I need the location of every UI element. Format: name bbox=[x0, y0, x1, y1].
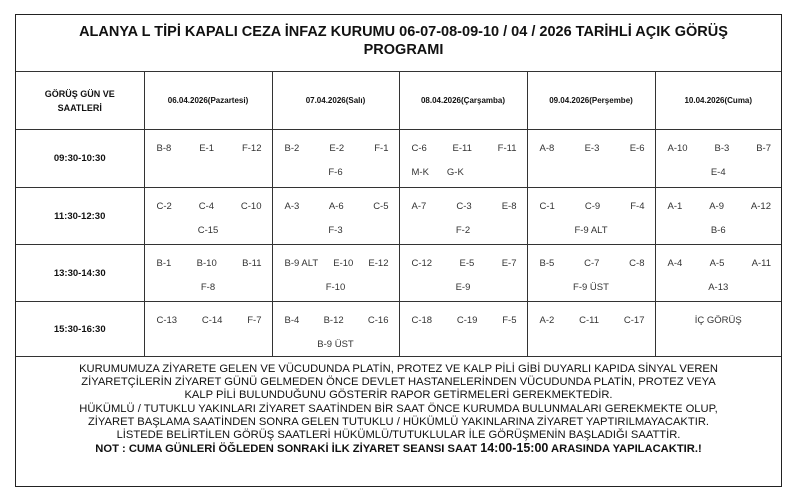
ward-cell bbox=[272, 188, 399, 245]
ward-label: F-6 bbox=[328, 167, 343, 178]
ward-label: A-4 bbox=[667, 258, 683, 269]
ward-label: B-2 bbox=[284, 143, 300, 154]
ward-list-top bbox=[273, 188, 399, 215]
note-line-5: ZİYARET BAŞLAMA SAATİNDEN SONRA GELEN TUTUKLU / HÜKÜMLÜ YAKINLARINA ZİYARET YAPTIRILMAYACAKTIR. bbox=[87, 415, 710, 428]
header-day-5: 10.04.2026(Cuma) bbox=[655, 72, 781, 130]
ward-label: E-9 bbox=[455, 282, 471, 293]
ward-cell bbox=[144, 302, 272, 357]
title-line-1: ALANYA L TİPİ KAPALI CEZA İNFAZ KURUMU 06-07-08-09-10 / 04 / 2026 TARİHLİ AÇIK GÖRÜŞ bbox=[79, 24, 728, 40]
ward-label: B-10 bbox=[196, 258, 217, 269]
ward-cell bbox=[399, 130, 527, 188]
ward-list-top bbox=[528, 302, 655, 329]
ward-label: B-9 ÜST bbox=[317, 339, 354, 350]
ward-label: E-12 bbox=[368, 258, 389, 269]
ward-label: A-3 bbox=[284, 201, 300, 212]
ward-label: E-1 bbox=[199, 143, 215, 154]
ward-label: F-2 bbox=[455, 225, 471, 236]
ward-list-top bbox=[145, 245, 272, 272]
time-slot: 11:30-12:30 bbox=[16, 188, 144, 245]
header-row bbox=[16, 72, 781, 130]
ward-label: A-13 bbox=[708, 282, 729, 293]
ward-list-bottom bbox=[528, 215, 655, 237]
ward-list-top bbox=[400, 130, 527, 157]
ward-label: F-9 ALT bbox=[574, 225, 608, 236]
ward-cell bbox=[399, 245, 527, 302]
note-line-4: HÜKÜMLÜ / TUTUKLU YAKINLARI ZİYARET SAATİNDEN BİR SAAT ÖNCE KURUMDA BULUNMALARI GEREKMEKTE OLUP, bbox=[79, 402, 718, 415]
ward-label: A-2 bbox=[539, 315, 555, 326]
ward-label: C-15 bbox=[197, 225, 219, 236]
ward-label: A-11 bbox=[751, 258, 771, 269]
ward-label: A-6 bbox=[328, 201, 344, 212]
ward-list-bottom bbox=[400, 272, 527, 294]
ward-list-top bbox=[528, 245, 655, 272]
header-first-line-1: GÖRÜŞ GÜN VE bbox=[44, 88, 115, 99]
ward-list-bottom bbox=[273, 272, 399, 294]
ward-label: B-6 bbox=[710, 225, 726, 236]
ward-label: C-3 bbox=[456, 201, 472, 212]
header-day-time bbox=[16, 72, 144, 130]
title-line-2: PROGRAMI bbox=[363, 42, 444, 58]
ward-cell bbox=[527, 302, 655, 357]
ward-list-top bbox=[400, 245, 527, 272]
ward-label: E-7 bbox=[501, 258, 517, 269]
ward-label: C-5 bbox=[373, 201, 389, 212]
ward-list-bottom bbox=[400, 329, 527, 351]
ward-label: B-5 bbox=[539, 258, 555, 269]
ward-label: C-10 bbox=[240, 201, 262, 212]
schedule-row bbox=[16, 245, 781, 302]
ward-list-bottom bbox=[145, 329, 272, 351]
ward-label: E-2 bbox=[329, 143, 345, 154]
ward-label: F-11 bbox=[497, 143, 517, 154]
ward-cell bbox=[655, 302, 781, 357]
notes-section bbox=[16, 356, 781, 486]
ward-label: C-14 bbox=[201, 315, 223, 326]
ward-label: E-3 bbox=[584, 143, 600, 154]
ward-label: E-6 bbox=[629, 143, 645, 154]
ward-cell bbox=[272, 130, 399, 188]
time-slot: 13:30-14:30 bbox=[16, 245, 144, 302]
ward-list-top bbox=[528, 188, 655, 215]
header-day-2: 07.04.2026(Salı) bbox=[272, 72, 399, 130]
ward-label: C-2 bbox=[156, 201, 172, 212]
note-line-3: KALP PİLİ BULUNDUĞUNU GÖSTERİR RAPOR GETİRMELERİ GEREKMEKTEDİR. bbox=[184, 389, 613, 402]
ward-label: C-9 bbox=[584, 201, 601, 212]
ward-label: A-9 bbox=[709, 201, 724, 212]
ward-label: B-9 ALT bbox=[284, 258, 319, 269]
ward-list-top bbox=[145, 302, 272, 329]
ward-label: C-13 bbox=[156, 315, 178, 326]
ward-label: E-8 bbox=[501, 201, 517, 212]
ward-label: C-1 bbox=[539, 201, 555, 212]
ward-label: C-18 bbox=[411, 315, 433, 326]
ward-label: B-4 bbox=[284, 315, 300, 326]
visit-schedule-table bbox=[16, 72, 781, 357]
ward-label: G-K bbox=[446, 167, 464, 178]
ward-label: İÇ GÖRÜŞ bbox=[694, 315, 742, 326]
ward-label: C-19 bbox=[456, 315, 478, 326]
note-line-2: ZİYARETÇİLERİN ZİYARET GÜNÜ GELMEDEN ÖNCE DEVLET HASTANELERİNDEN VÜCUDUNDA PLATİN, PROTEZ VEYA bbox=[81, 376, 716, 389]
ward-label: E-4 bbox=[710, 167, 726, 178]
ward-list-bottom bbox=[145, 215, 272, 237]
ward-cell bbox=[527, 245, 655, 302]
schedule-row bbox=[16, 130, 781, 188]
header-day-1: 06.04.2026(Pazartesi) bbox=[144, 72, 272, 130]
ward-cell bbox=[272, 302, 399, 357]
ward-list-top bbox=[273, 245, 399, 272]
ward-label: C-12 bbox=[411, 258, 433, 269]
ward-label: A-10 bbox=[667, 143, 688, 154]
ward-list-top bbox=[273, 130, 399, 157]
ward-cell bbox=[399, 188, 527, 245]
ward-list-top bbox=[145, 130, 272, 157]
ward-list-bottom bbox=[656, 215, 782, 237]
header-day-3: 08.04.2026(Çarşamba) bbox=[399, 72, 527, 130]
ward-cell bbox=[655, 245, 781, 302]
ward-cell bbox=[655, 130, 781, 188]
ward-list-top bbox=[656, 130, 782, 157]
ward-label: A-8 bbox=[539, 143, 555, 154]
time-slot: 09:30-10:30 bbox=[16, 130, 144, 188]
ward-label: C-8 bbox=[629, 258, 645, 269]
ward-label: A-5 bbox=[709, 258, 725, 269]
ward-list-bottom bbox=[145, 157, 272, 179]
ward-label: C-11 bbox=[579, 315, 600, 326]
ward-cell bbox=[144, 188, 272, 245]
friday-note-time: 14:00-15:00 bbox=[480, 441, 549, 456]
ward-label: A-12 bbox=[750, 201, 771, 212]
ward-label: F-5 bbox=[502, 315, 517, 326]
ward-cell bbox=[527, 188, 655, 245]
ward-label: E-10 bbox=[333, 258, 354, 269]
ward-label: C-4 bbox=[198, 201, 215, 212]
ward-cell bbox=[527, 130, 655, 188]
ward-label: F-9 ÜST bbox=[573, 282, 609, 293]
ward-label: C-6 bbox=[411, 143, 427, 154]
ward-list-bottom bbox=[145, 272, 272, 294]
ward-label: B-8 bbox=[156, 143, 172, 154]
ward-list-top bbox=[656, 188, 782, 215]
ward-label: B-12 bbox=[323, 315, 344, 326]
ward-list-top bbox=[400, 188, 527, 215]
document-title bbox=[16, 15, 781, 72]
header-first-line-2: SAATLERİ bbox=[57, 102, 102, 113]
ward-list-bottom bbox=[528, 157, 655, 179]
ward-list-bottom bbox=[400, 215, 527, 237]
note-line-6: LİSTEDE BELİRTİLEN GÖRÜŞ SAATLERİ HÜKÜMLÜ/TUTUKLULAR İLE GÖRÜŞMENİN BAŞLADIĞI SAATTİR. bbox=[116, 429, 681, 442]
ward-label: A-1 bbox=[667, 201, 683, 212]
friday-note bbox=[16, 442, 781, 456]
schedule-row bbox=[16, 302, 781, 357]
ward-cell bbox=[655, 188, 781, 245]
ward-list-bottom bbox=[528, 272, 655, 294]
friday-note-suffix: ARASINDA YAPILACAKTIR.! bbox=[548, 443, 702, 456]
ward-cell bbox=[144, 245, 272, 302]
ward-label: F-7 bbox=[247, 315, 262, 326]
note-line-1: KURUMUMUZA ZİYARETE GELEN VE VÜCUDUNDA PLATİN, PROTEZ VE KALP PİLİ GİBİ DUYARLI KAPIDA SİNYAL VEREN bbox=[79, 363, 718, 375]
ward-list-top bbox=[528, 130, 655, 157]
ward-list-bottom bbox=[528, 329, 655, 351]
ward-label: A-7 bbox=[411, 201, 427, 212]
ward-label: B-1 bbox=[156, 258, 172, 269]
ward-label: E-11 bbox=[452, 143, 472, 154]
ward-label: F-1 bbox=[374, 143, 389, 154]
ward-list-bottom bbox=[273, 215, 399, 237]
ward-list-top bbox=[145, 188, 272, 215]
ward-list-bottom bbox=[656, 272, 782, 294]
ward-label: C-16 bbox=[367, 315, 389, 326]
header-day-4: 09.04.2026(Perşembe) bbox=[527, 72, 655, 130]
ward-list-bottom bbox=[400, 157, 527, 179]
ward-label: C-7 bbox=[584, 258, 600, 269]
time-slot: 15:30-16:30 bbox=[16, 302, 144, 357]
ward-label: B-7 bbox=[756, 143, 771, 154]
ward-list-bottom bbox=[273, 329, 399, 351]
ward-label: E-5 bbox=[459, 258, 475, 269]
ward-cell bbox=[399, 302, 527, 357]
schedule-document bbox=[15, 14, 782, 487]
ward-label: C-17 bbox=[623, 315, 645, 326]
ward-list-top bbox=[656, 245, 782, 272]
ward-label: F-12 bbox=[241, 143, 262, 154]
schedule-row bbox=[16, 188, 781, 245]
ward-label: F-4 bbox=[630, 201, 645, 212]
ward-label: F-8 bbox=[200, 282, 216, 293]
ward-list-bottom bbox=[656, 157, 782, 179]
ward-list-bottom bbox=[273, 157, 399, 179]
ward-label: F-3 bbox=[328, 225, 343, 236]
friday-note-prefix: NOT : CUMA GÜNLERİ ÖĞLEDEN SONRAKİ İLK ZİYARET SEANSI SAAT bbox=[95, 443, 481, 456]
ward-list-top bbox=[273, 302, 399, 329]
ward-cell bbox=[272, 245, 399, 302]
ward-label: B-3 bbox=[714, 143, 730, 154]
ward-label: M-K bbox=[411, 167, 429, 178]
ward-label: B-11 bbox=[242, 258, 262, 269]
ward-cell bbox=[144, 130, 272, 188]
ward-label: F-10 bbox=[325, 282, 346, 293]
ward-list-top bbox=[400, 302, 527, 329]
